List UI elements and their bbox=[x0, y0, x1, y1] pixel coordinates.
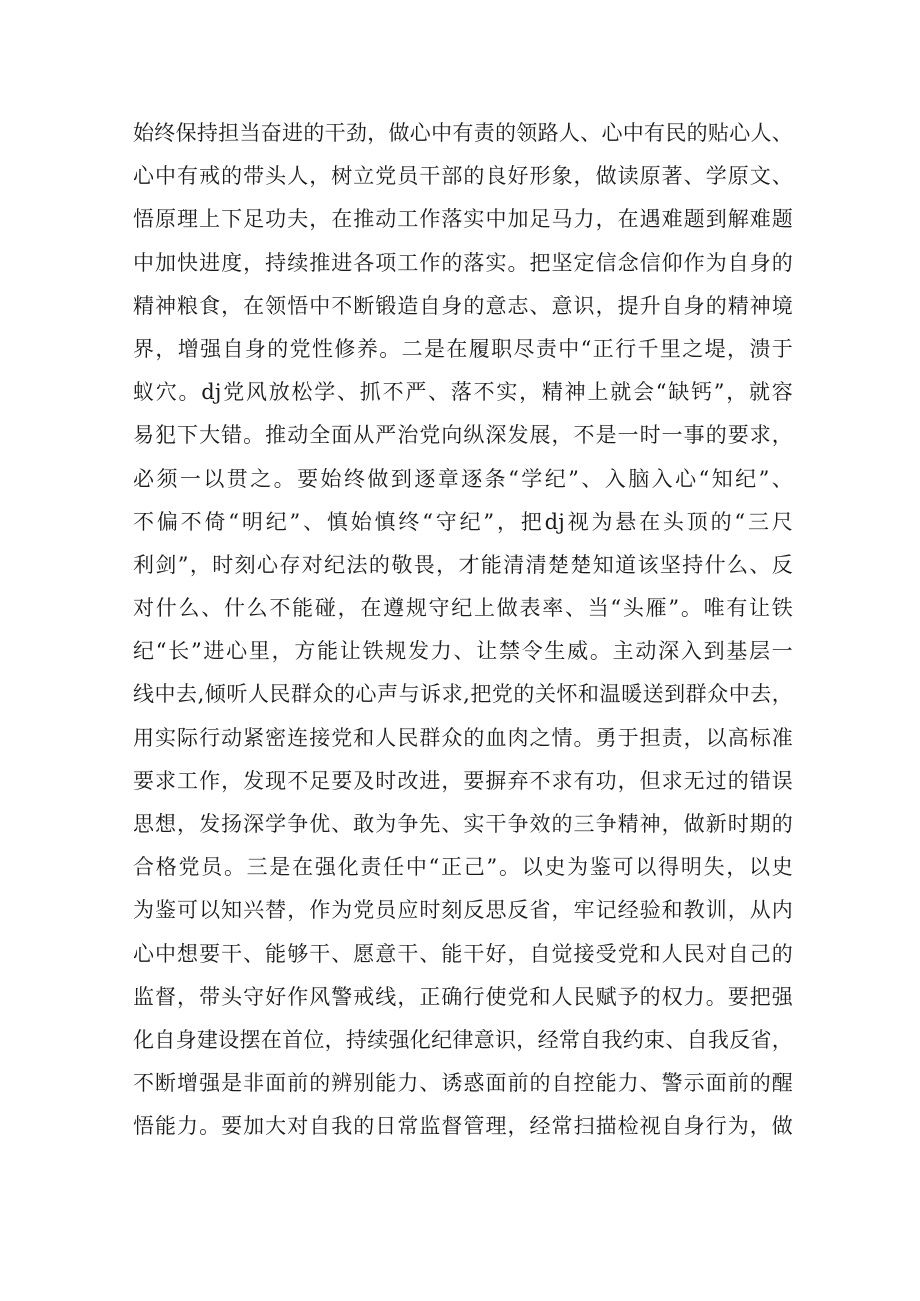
text-line: 悟能力。要加大对自我的日常监督管理，经常扫描检视自身行为，做 bbox=[133, 1114, 793, 1139]
text-line: 不偏不倚“明纪”、慎始慎终“守纪”，把dj视为悬在头顶的“三尺 bbox=[133, 509, 793, 534]
text-line: 始终保持担当奋进的干劲，做心中有责的领路人、心中有民的贴心人、 bbox=[133, 121, 793, 145]
text-line: 化自身建设摆在首位，持续强化纪律意识，经常自我约束、自我反省， bbox=[133, 1027, 793, 1052]
text-line: 易犯下大错。推动全面从严治党向纵深发展，不是一时一事的要求， bbox=[133, 423, 793, 448]
text-line: 思想，发扬深学争优、敢为争先、实干争效的三争精神，做新时期的 bbox=[133, 812, 793, 836]
text-line: 线中去,倾听人民群众的心声与诉求,把党的关怀和温暖送到群众中去， bbox=[133, 682, 793, 707]
text-line: 为鉴可以知兴替，作为党员应时刻反思反省，牢记经验和教训，从内 bbox=[133, 898, 793, 923]
text-line: 纪“长”进心里，方能让铁规发力、让禁令生威。主动深入到基层一 bbox=[133, 639, 793, 664]
text-line: 悟原理上下足功夫，在推动工作落实中加足马力，在遇难题到解难题 bbox=[133, 207, 793, 232]
text-line: 利剑”，时刻心存对纪法的敬畏，才能清清楚楚知道该坚持什么、反 bbox=[133, 552, 793, 577]
text-line: 精神粮食，在领悟中不断锻造自身的意志、意识，提升自身的精神境 bbox=[133, 293, 793, 318]
text-line: 不断增强是非面前的辨别能力、诱惑面前的自控能力、警示面前的醒 bbox=[133, 1071, 793, 1096]
body-paragraph bbox=[133, 112, 793, 1149]
text-line: 中加快进度，持续推进各项工作的落实。把坚定信念信仰作为自身的 bbox=[133, 250, 793, 275]
text-line: 对什么、什么不能碰，在遵规守纪上做表率、当“头雁”。唯有让铁 bbox=[133, 596, 793, 621]
text-line: 要求工作，发现不足要及时改进，要摒弃不求有功，但求无过的错误 bbox=[133, 768, 793, 793]
text-line: 用实际行动紧密连接党和人民群众的血肉之情。勇于担责，以高标准 bbox=[133, 725, 793, 750]
text-line: 界，增强自身的党性修养。二是在履职尽责中“正行千里之堤，溃于 bbox=[133, 336, 793, 361]
text-line: 监督，带头守好作风警戒线，正确行使党和人民赋予的权力。要把强 bbox=[133, 984, 793, 1009]
text-line: 心中想要干、能够干、愿意干、能干好，自觉接受党和人民对自己的 bbox=[133, 941, 793, 966]
text-line: 合格党员。三是在强化责任中“正己”。以史为鉴可以得明失，以史 bbox=[133, 855, 793, 880]
text-line: 蚁穴。dj党风放松学、抓不严、落不实，精神上就会“缺钙”，就容 bbox=[133, 380, 793, 405]
text-line: 心中有戒的带头人，树立党员干部的良好形象，做读原著、学原文、 bbox=[133, 164, 793, 189]
text-line: 必须一以贯之。要始终做到逐章逐条“学纪”、入脑入心“知纪”、 bbox=[133, 466, 793, 491]
